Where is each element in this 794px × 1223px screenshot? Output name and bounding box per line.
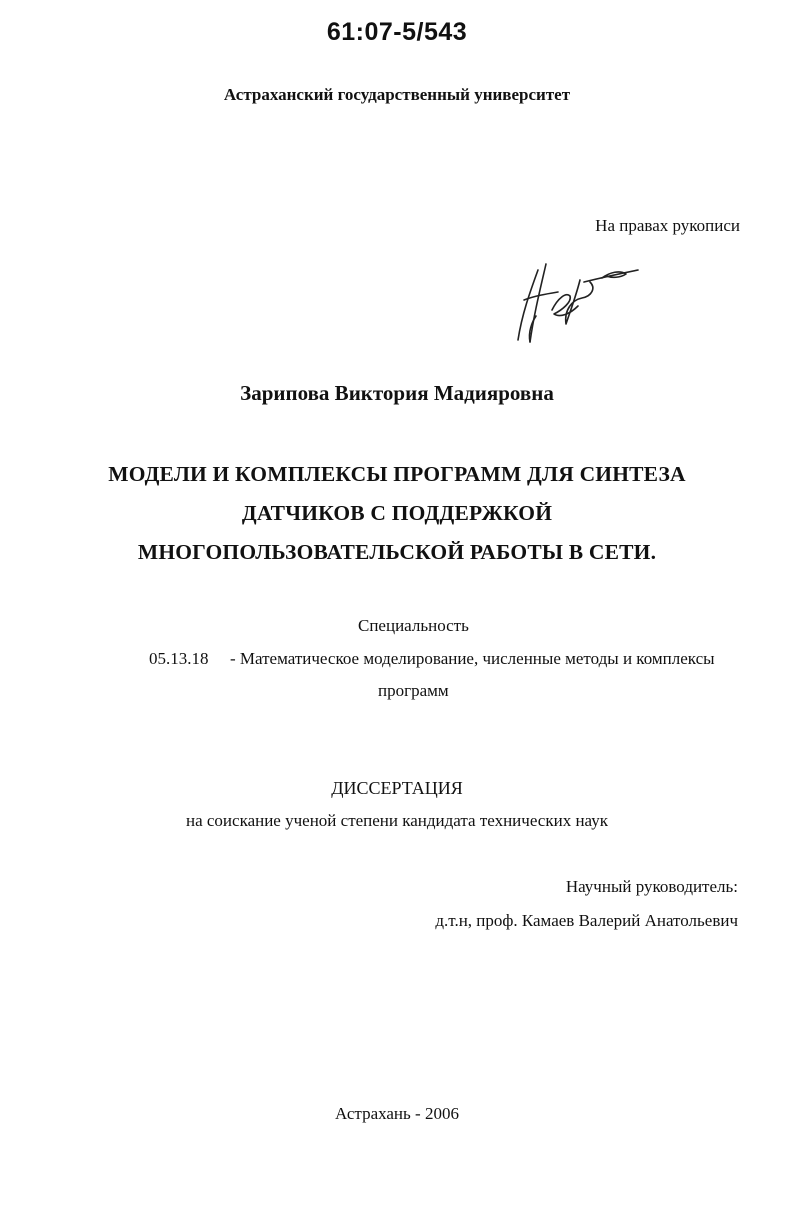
signature-stroke	[518, 270, 538, 340]
advisor-label: Научный руководитель:	[565, 877, 738, 896]
degree-sought: на соискание ученой степени кандидата технических наук	[185, 811, 608, 830]
university-name: Астраханский государственный университет	[223, 85, 571, 104]
specialty-code: 05.13.18	[149, 649, 209, 668]
specialty-label: Специальность	[358, 616, 469, 635]
signature-stroke	[530, 264, 546, 342]
signature-icon	[500, 252, 650, 352]
specialty-name-continuation: программ	[378, 681, 449, 700]
author-name: Зарипова Виктория Мадияровна	[240, 381, 554, 405]
specialty-name: - Математическое моделирование, численные методы и комплексы	[230, 649, 715, 668]
advisor-name: д.т.н, проф. Камаев Валерий Анатольевич	[435, 911, 738, 930]
dissertation-title-line: ДАТЧИКОВ С ПОДДЕРЖКОЙ	[241, 501, 553, 525]
signature-stroke	[566, 280, 593, 324]
signature-stroke	[584, 270, 638, 282]
dissertation-title-line: МОДЕЛИ И КОМПЛЕКСЫ ПРОГРАММ ДЛЯ СИНТЕЗА	[108, 462, 686, 486]
place-and-year: Астрахань - 2006	[335, 1104, 459, 1123]
document-type: ДИССЕРТАЦИЯ	[331, 778, 463, 798]
manuscript-note: На правах рукописи	[595, 216, 740, 235]
dissertation-title-line: МНОГОПОЛЬЗОВАТЕЛЬСКОЙ РАБОТЫ В СЕТИ.	[137, 540, 657, 564]
catalog-code: 61:07-5/543	[326, 18, 468, 46]
